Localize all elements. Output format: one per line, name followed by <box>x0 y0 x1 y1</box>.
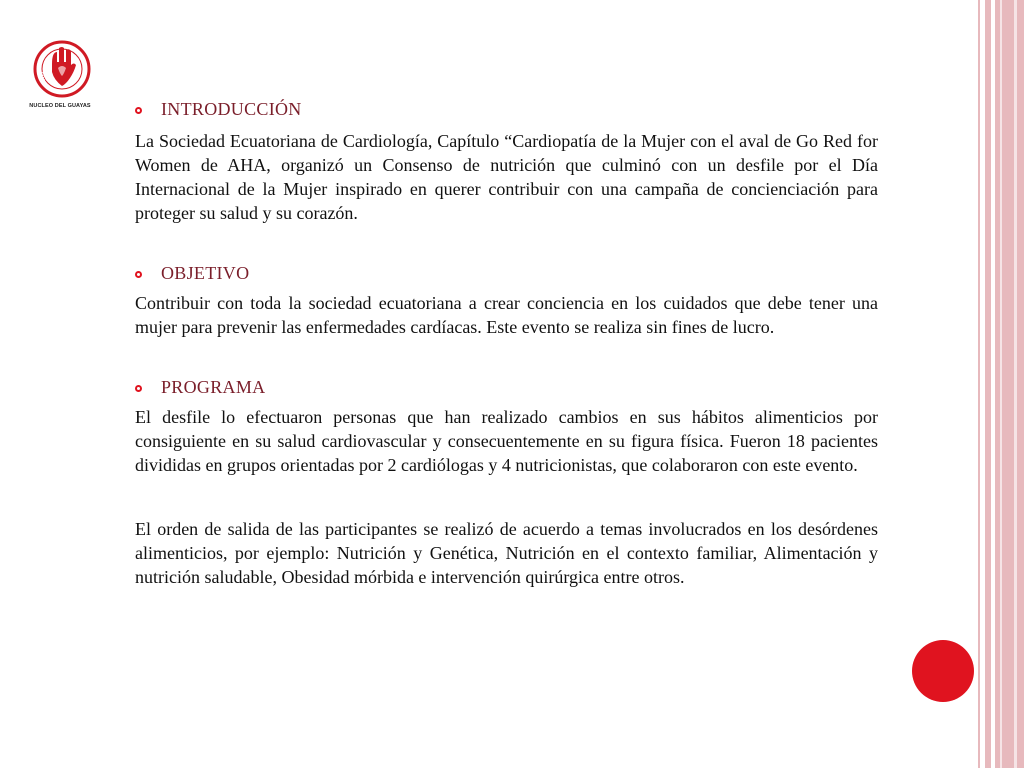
section-heading-row <box>135 261 878 285</box>
section-heading-objetivo: OBJETIVO <box>161 262 250 283</box>
section-heading-row <box>135 375 878 399</box>
decorative-stripe <box>1014 0 1017 768</box>
section-heading-introduccion: INTRODUCCIÓN <box>161 98 302 119</box>
slide-content <box>135 97 878 589</box>
decorative-stripe <box>978 0 980 768</box>
paragraph: La Sociedad Ecuatoriana de Cardiología, Capítulo “Cardiopatía de la Mujer con el aval de Go Red for Women de AHA, organizó un Consenso de nutrición que culminó con un desfile por el Día Internacional de la Mujer inspirado en querer contribuir con una campaña de concienciación para proteger su salud y su corazón. <box>135 131 878 223</box>
decorative-stripe <box>1000 0 1002 768</box>
logo-caption: NUCLEO DEL GUAYAS <box>29 103 91 109</box>
circle-bullet-icon <box>135 271 142 278</box>
paragraph: El desfile lo efectuaron personas que han realizado cambios en sus hábitos alimenticios por consiguiente en su salud cardiovascular y consecuentemente en su figura física. Fueron 18 pacientes divididas en grupos orientadas por 2 cardiólogas y 4 nutricionistas, que colaboraron con este evento. <box>135 407 878 475</box>
decorative-stripe <box>985 0 991 768</box>
decorative-red-circle <box>912 640 974 702</box>
circle-bullet-icon <box>135 385 142 392</box>
section-heading-row <box>135 97 878 121</box>
paragraph: El orden de salida de las participantes se realizó de acuerdo a temas involucrados en los desórdenes alimenticios, por ejemplo: Nutrición y Genética, Nutrición en el contexto familiar, Alimentación y nutrición saludable, Obesidad mórbida e intervención quirúrgica entre otros. <box>135 519 878 587</box>
paragraph: Contribuir con toda la sociedad ecuatoriana a crear conciencia en los cuidados que debe tener una mujer para prevenir las enfermedades cardíacas. Este evento se realiza sin fines de lucro. <box>135 293 878 337</box>
section-heading-programa: PROGRAMA <box>161 376 266 397</box>
circle-bullet-icon <box>135 107 142 114</box>
